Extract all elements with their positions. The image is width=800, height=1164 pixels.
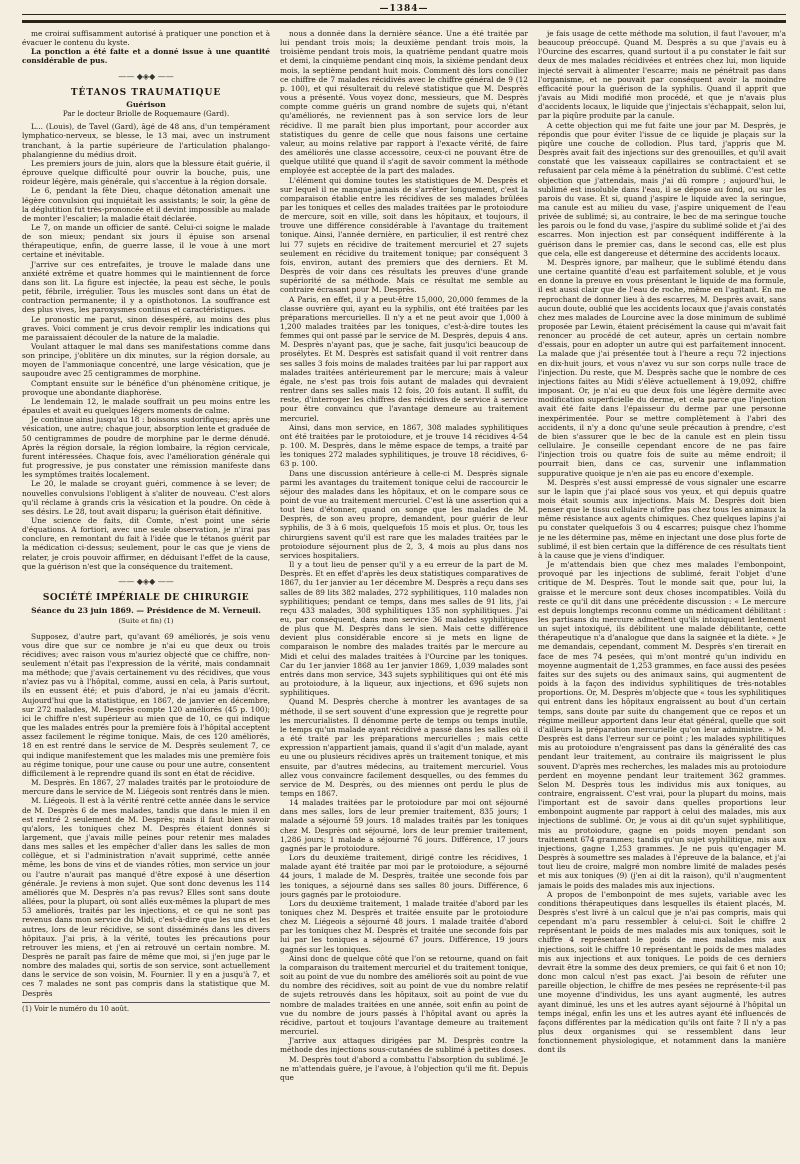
article-byline: Par le docteur Briolle de Roquemaure (Gard). bbox=[62, 109, 230, 119]
paragraph: J'arrive aux attaques dirigées par M. Desprès contre la méthode des injections sous-cutanées de sublimé à petites doses. bbox=[280, 1036, 528, 1055]
paragraph: Le pronostic me parut, sinon désespéré, au moins des plus graves. Voici comment je crus devoir remplir les indications qui me paraissaient découler de la nature de la maladie. bbox=[22, 314, 270, 342]
paragraph: nous a donnée dans la dernière séance. Une a été traitée par lui pendant trois mois; la deuxième pendant trois mois, la troisième pendant trois mois, la quatrième pendant quatre mois et demi, la cinquième pendant cinq mois, la sixième pendant deux mois, la septième pendant huit mois. Comment dès lors concilier ce chiffre de 7 malades récidivés avec le chiffre général de 9 (12 p. 100), et qui résulterait du relevé statistique que M. Desprès vous a présenté. Vous voyez donc, messieurs, que M. Desprès compte comme guéris un grand nombre de sujets qui, n'étant qu'améliorés, ne reviennent pas à son service lors de leur récidive. Il me paraît bien plus important, pour accorder aux statistiques du genre de celle que nous faisons une certaine valeur, au moins relative par rapport à l'exacte vérité, de faire des améliorés une classe accessoire, ceux-ci ne pouvant être de quelque utilité que quand il s'agit de savoir comment la méthode employée est acceptée de la part des malades. bbox=[280, 29, 528, 176]
footnote: (1) Voir le numéro du 10 août. bbox=[22, 1002, 270, 1014]
paragraph: 14 malades traitées par le protoiodure par moi ont séjourné dans mes salles, lors de leur premier traitement, 835 jours; 1 malade a séjourné 59 jours. 18 malades traités par les toniques chez M. Desprès ont séjourné, lors de leur premier traitement, 1,286 jours; 1 malade a séjourné 76 jours. Différence, 17 jours gagnés par le protoiodure. bbox=[280, 798, 528, 853]
paragraph: M. Desprès ignore, par malheur, que le sublimé étendu dans une certaine quantité d'eau est parfaitement soluble, et je vous en donne la preuve en vous présentant le liquide de ma formule, il est aussi clair que de l'eau de roche, même en l'agitant. En me reprochant de donner lieu à des escarres, M. Desprès avait, sans aucun doute, oublié que les accidents locaux que j'avais constatés chez mes malades de Lourcine avec la dose minimum de sublimé proposée par Lewin, étaient précisément la cause qui m'avait fait renoncer au procédé de cet auteur, après un certain nombre d'essais, pour en adopter un autre qui est parfaitement innocent. La malade que j'ai présentée tout à l'heure a reçu 72 injections en dix-huit jours, et vous n'avez vu sur son corps nulle trace de l'injection. Du reste, que M. Desprès sache que le nombre de ces injections faites au Midi s'élève actuellement à 19,092, chiffre imposant. Or, je n'ai eu que deux fois une légère dermite avec modification superficielle du derme, et cela parce que l'injection avait été faite dans l'épaisseur du derme par une personne inexpérimentée. Pour se mettre complètement à l'abri des accidents, il n'y a donc qu'une seule précaution à prendre, c'est de bien s'assurer que le bec de la canule est en plein tissu cellulaire. Je conseille cependant encore de ne pas faire l'injection trois ou quatre fois de suite au même endroit; il pourrait bien, dans ce cas, survenir une inflammation suppurative quoique je n'en aie pas eu encore d'exemple. bbox=[538, 257, 786, 478]
paragraph: Je continue ainsi jusqu'au 18 : boissons sudorifiques; après une vésication, une autre; chaque jour, absorption lente et graduée de 50 centigrammes de poudre de morphine par le derme dénudé. Après la région dorsale, la région lombaire, la région cervicale, furent intéressées. Chaque fois, avec l'amélioration générale qui fut progressive, je pus constater une rémission manifeste dans les symptômes traités localement. bbox=[22, 415, 270, 480]
suite-line: (Suite et fin) (1) bbox=[118, 617, 174, 626]
paragraph: J'arrive sur ces entrefaites, je trouve le malade dans une anxiété extrême et quatre hommes qui le maintiennent de force dans son lit. La figure est injectée, la peau est sèche, le pouls petit, fébrile, irrégulier. Tous les muscles sont dans un état de contraction permanente; il y a opisthotonos. La souffrance est des plus vives, les paroxysmes continus et caractéristiques. bbox=[22, 259, 270, 315]
article-title-tetanos: TÉTANOS TRAUMATIQUE bbox=[70, 87, 222, 98]
paragraph: Les premiers jours de juin, alors que la blessure était guérie, il éprouve quelque difficulté pour ouvrir la bouche, puis, une roideur légère, mais générale, qui s'accentue à la région dorsale. bbox=[22, 158, 270, 187]
ornament-separator: —— ◆◈◆ —— bbox=[118, 71, 174, 81]
paragraph: Supposez, d'autre part, qu'avant 69 améliorés, je sois venu vous dire que sur ce nombre je n'ai eu que deux ou trois récidives; avec raison vous m'auriez objecté que ce chiffre, non-seulement n'était pas l'expression de la vérité, mais condamnait ma méthode; que j'avais certainement vu des récidives, que vous n'aviez pas vu à l'hôpital, comme, aussi en cela, à Paris surtout, ils en eussent été; et puis d'abord, je n'ai eu jamais d'écrit. Aujourd'hui que la statistique, en 1867, de janvier en décembre, sur 272 malades, M. Desprès compte 120 améliorés (45 p. 100); ici le chiffre n'est supérieur au mien que de 10, ce qui indique que les malades entrés pour la première fois à l'hôpital acceptent assez facilement le régime tonique. Mais, de ces 120 améliorés, 18 en est rentré dans le service de M. Desprès seulement 7, ce qui indique manifestement que les malades mis une première fois au régime tonique, pour une cause ou pour une autre, consentent difficilement à le reprendre quand ils sont en état de récidive. bbox=[22, 631, 270, 778]
paragraph: Quand M. Desprès cherche à montrer les avantages de sa méthode, il se sert souvent d'une expression que je regrette pour les mercurialistes. Il dénomme perte de temps ou temps inutile, le temps qu'un malade ayant récidivé a passé dans les salles où il a été traité par les préparations mercurielles ; mais cette expression n'appartient jamais, quand il s'agit d'un malade, ayant eu une ou plusieurs récidives après un traitement tonique, et mis ensuite, par d'autres médecins, au traitement mercuriel. Vous allez vous convaincre facilement desquelles, ou des femmes du service de M. Desprès, ou des miennes ont perdu le plus de temps en 1867. bbox=[280, 697, 528, 798]
paragraph: Ainsi, dans mon service, en 1867, 308 malades syphilitiques ont été traitées par le protoiodure, et je trouve 14 récidives 4-54 p. 100. M. Desprès, dans le même espace de temps, a traité par les toniques 272 malades syphilitiques, je trouve 18 récidives, 6-63 p. 100. bbox=[280, 422, 528, 469]
paragraph: M. Desprès s'est aussi empressé de vous signaler une escarre sur le lapin que j'ai placé sous vos yeux, et qui depuis quatre mois était soumis aux injections. Mais M. Desprès doit bien penser que le tissu cellulaire n'offre pas chez tous les animaux la même résistance aux agents chimiques. Chez quelques lapins j'ai pu constater quelquefois 3 ou 4 escarres; puisque chez l'homme je ne les détermine pas, même en injectant une dose plus forte de sublimé, il est bien certain que la différence de ces résultats tient à la cause que je viens d'indiquer. bbox=[538, 477, 786, 560]
header-rule bbox=[22, 14, 786, 23]
column-middle bbox=[280, 29, 528, 1159]
paragraph: M. Desprès tout d'abord a combattu l'absorption du sublimé. Je ne m'attendais guère, je l'avoue, à l'objection qu'il me fit. Depuis que bbox=[280, 1054, 528, 1082]
article-body-societe bbox=[22, 632, 270, 998]
paragraph: L... (Louis), de Tavel (Gard), âgé de 48 ans, d'un tempérament lymphatico-nerveux, se blesse, le 13 mai, avec un instrument tranchant, à la partie supérieure de l'articulation phalango-phalangienne du médius droit. bbox=[22, 122, 270, 159]
intro-paragraph: me croirai suffisamment autorisé à pratiquer une ponction et à évacuer le contenu du kyste. bbox=[22, 29, 270, 48]
intro-paragraph-bold: La ponction a été faite et a donné issue à une quantité considérable de pus. bbox=[22, 47, 270, 66]
article-title-societe: SOCIÉTÉ IMPÉRIALE DE CHIRURGIE bbox=[42, 593, 250, 604]
column-right bbox=[538, 29, 786, 1159]
article-body-tetanos bbox=[22, 122, 270, 571]
paragraph: Le lendemain 12, le malade souffrait un peu moins entre les épaules et avait eu quelques légers moments de calme. bbox=[22, 396, 270, 416]
paragraph: Comptant ensuite sur le bénéfice d'un phénomène critique, je provoque une abondante diaphorèse. bbox=[22, 378, 270, 397]
paragraph: Dans une discussion antérieure à celle-ci M. Desprès signale parmi les avantages du traitement tonique celui de raccourcir le séjour des malades dans les hôpitaux, et on le compare sous ce point de vue au traitement mercuriel. C'est là une assertion qui a tout lieu d'étonner, quand on songe que les malades de M. Desprès, de son aveu propre, demandent, pour guérir de leur syphilis, de 3 à 6 mois, quelquefois 15 mois et plus. Or, tous les chirurgiens savent qu'il est rare que les malades traitées par le protoiodure séjournent plus de 2, 3, 4 mois au plus dans nos services hospitaliers. bbox=[280, 468, 528, 560]
paragraph: Lors du deuxième traitement, dirigé contre les récidives, 1 malade ayant été traitée par moi par le protoiodure, a séjourné 44 jours, 1 malade de M. Desprès, traitée une seconde fois par les toniques, a séjourné dans ses salles 80 jours. Différence, 6 jours gagnés par le protoiodure. bbox=[280, 853, 528, 899]
paragraph: M. Liégeois. Il est à la vérité rentré cette année dans le service de M. Desprès 6 de mes malades, tandis que dans le mien il en est rentré 2 seulement de M. Desprès; mais il faut bien savoir qu'alors, les toniques chez M. Desprès étaient donnés si largement, que j'avais mille peines pour retenir mes malades dans mes salles et les empêcher d'aller dans les salles de mon collègue, et si l'administration n'avait supprimé, cette année même, les bons de vins et de viandes rôties, mon service un jour ou l'autre n'aurait pas manqué d'être exposé à une désertion générale. Je reviens à mon sujet. Que sont donc devenus les 114 améliorés que M. Desprès n'a pas revus? Elles sont sans doute allées, pour la plupart, où sont allés eux-mêmes la plupart de mes 53 améliorés, traités par les injections, et ce qui ne sont pas revenus dans mon service du Midi, c'est-à-dire que les uns et les autres, lors de leur récidive, se sont disséminés dans les divers hôpitaux. J'ai pris, à la vérité, toutes les précautions pour retrouver les miens, et j'en ai retrouvé un certain nombre. M. Desprès ne paraît pas faire de même que moi, si j'en juge par le nombre des malades qui, sortis de son service, sont actuellement dans le service de son voisin, M. Fournier. Il y en a jusqu'à 7, et ces 7 malades ne sont pas compris dans la statistique que M. Desprès bbox=[22, 796, 270, 998]
page-number: —1384— bbox=[379, 4, 429, 14]
column-left bbox=[22, 29, 270, 1159]
paragraph: Le 6, pendant la fête Dieu, chaque détonation amenait une légère convulsion qui inquiétait les assistants; le soir, la gêne de la déglutition fut très-prononcée et il devint impossible au malade de monter l'escalier; la maladie était déclarée. bbox=[22, 186, 270, 223]
paragraph: A propos de l'embonpoint de mes sujets, variable avec les conditions thérapeutiques dans lesquelles ils étaient placés, M. Desprès s'est livré à un calcul que je n'ai pas compris, mais qui cependant m'a paru ressembler à celui-ci. Soit le chiffre 2 représentant le poids de mes malades mis aux toniques, soit le chiffre 4 représentant le poids de mes malades mis aux injections, soit le chiffre 10 représentant le poids de mes malades mis aux injections et aux toniques. Le poids de ces derniers devrait être la somme des deux premiers, ce qui fait 6 et non 10; donc mon calcul n'est pas exact. J'ai besoin de réfuter une pareille objection, le chiffre de mes pesées ne représente-t-il pas une moyenne d'individus, les uns ayant augmenté, les autres ayant diminué, les uns et les autres ayant séjourné à l'hôpital un temps inégal, enfin les uns et les autres ayant été influencés de façons différentes par la médication qu'ils ont faite ? Il n'y a pas plus deux organismes qui se ressemblent dans leur fonctionnement physiologique, et notamment dans la manière dont ils bbox=[538, 889, 786, 1055]
article-subtitle: Guérison bbox=[126, 99, 166, 109]
paragraph: Voulant attaquer le mal dans ses manifestations comme dans son principe, j'oblitère un dix minutes, sur la région dorsale, au moyen de l'ammoniaque concentré, une large vésication, que je saupoudre avec 25 centigrammes de morphine. bbox=[22, 342, 270, 379]
paragraph: M. Desprès. En 1867, 27 malades traités par le protoiodure de mercure dans le service de M. Liégeois sont rentrés dans le mien. bbox=[22, 778, 270, 797]
paragraph: L'élément qui domine toutes les statistiques de M. Desprès et sur lequel il ne manque jamais de s'arrêter longuement, c'est la comparaison établie entre les récidives de ses malades brûlées par les toniques et celles des malades traitées par le protoiodure de mercure, soit en ville, soit dans les hôpitaux, et toujours, il trouve une différence considérable à l'avantage du traitement tonique. Ainsi, l'année dernière, en particulier, il est rentré chez lui 77 sujets en récidive de traitement mercuriel et 27 sujets seulement en récidive du traitement tonique; par conséquent 3 fois, environ, autant des premiers que des derniers. Et M. Desprès de voir dans ces résultats les preuves d'une grande supériorité de sa méthode. Mais ce résultat me semble au contraire écrasant pour M. Desprès. bbox=[280, 175, 528, 295]
paragraph: Il y a tout lieu de penser qu'il y a eu erreur de la part de M. Desprès. Et en effet d'après les deux statistiques comparatives de 1867, du 1er janvier au 1er décembre M. Desprès a reçu dans ses salles de 89 lits 382 malades, 272 syphilitiques, 110 malades non syphilitiques; pendant ce temps, dans mes salles de 91 lits, j'ai reçu 433 malades, 308 syphilitiques 135 non syphilitiques. J'ai eu, par conséquent, dans mon service 36 malades syphilitiques de plus que M. Desprès dans le sien. Mais cette différence devient plus considérable encore si je mets en ligne de comparaison le nombre des malades traités par le mercure au Midi et celui des malades traitées à l'Ourcine par les toniques. Car du 1er janvier 1868 au 1er janvier 1869, 1,039 malades sont entrés dans mon service, 343 sujets syphilitiques qui ont été mis au protoiodure, à la liqueur, aux injections, et 696 sujets non syphilitiques. bbox=[280, 560, 528, 698]
columns bbox=[22, 29, 786, 1159]
paragraph: Une science de faits, dit Comte, n'est point une série d'équations. A fortiori, avec une seule observation, je n'irai pas conclure, en remontant du fait à l'idée que le tétanos guérit par la médication ci-dessus; seulement, pour le cas que je viens de relater, je crois pouvoir affirmer, en déduisant l'effet de la cause, que la guérison n'est que la conséquence du traitement. bbox=[22, 515, 270, 571]
paragraph: A cette objection qui me fut faite une jour par M. Desprès, je répondis que pour éviter l'issue de ce liquide je plaçais sur la piqûre une couche de collodion. Plus tard, j'appris que M. Desprès avait fait des injections sur des grenouilles, et qu'il avait constaté que les vaisseaux capillaires se contractaient et se refusaient par cela même à la pénétration du sublimé. C'est cette objection que j'attendais, mais j'ai dû rompre ; aujourd'hui, le sublimé est insoluble dans l'eau, il se dépose au fond, ou sur les parois du vase. Et si, quand j'aspire le liquide avec la seringue, ma canule est au milieu du vase, j'aspire uniquement de l'eau privée de sublimé; si, au contraire, le bec de ma seringue touche les parois ou le fond du vase, j'aspire du sublimé solide et j'ai des escarres. Mon injection est par conséquent indifférente à la guérison dans le premier cas, dans le second cas, elle est plus que cela, elle est dangereuse et détermine des accidents locaux. bbox=[538, 120, 786, 258]
paragraph: A Paris, en effet, il y a peut-être 15,000, 20,000 femmes de la classe ouvrière qui, ayant eu la syphilis, ont été traitées par les préparations mercurielles. Il n'y a et ne peut avoir que 1,000 à 1,200 malades traitées par les toniques, c'est-à-dire toutes les femmes qui ont passé par le service de M. Desprès, depuis 4 ans. M. Desprès n'ayant pas, que je sache, fait jusqu'ici beaucoup de prosélytes. Et M. Desprès est satisfait quand il voit rentrer dans ses salles 3 fois moins de malades traitées par lui par rapport aux malades traitées antérieurement par le mercure; mais à valeur égale, ne s'est pas trois fois autant de malades qui devraient rentrer dans ses salles mais 12 fois, 20 fois autant. Il suffit, du reste, d'interroger les chiffres des récidives de service à service pour être convaincu que l'avantage demeure au traitement mercuriel. bbox=[280, 294, 528, 423]
paragraph: Lors du deuxième traitement, 1 malade traitée d'abord par les toniques chez M. Desprès et traitée ensuite par le protoiodure chez M. Liégeois a séjourné 48 jours. 1 malade traitée d'abord par les toniques chez M. Desprès et traitée une seconde fois par lui par les toniques a séjourné 67 jours. Différence, 19 jours gagnés sur les toniques. bbox=[280, 898, 528, 954]
session-line: Séance du 23 juin 1869. — Présidence de M. Verneuil. bbox=[31, 606, 261, 616]
paragraph: Ainsi donc de quelque côté que l'on se retourne, quand on fait la comparaison du traitement mercuriel et du traitement tonique, soit au point de vue du nombre des améliorés soit au point de vue du nombre des récidives, soit au point de vue du nombre relatif de sujets retrouvés dans les hôpitaux, soit au point de vue du nombre de malades traitées en une année, soit enfin au point de vue du nombre de jours passés à l'hôpital avant ou après la récidive, partout et toujours l'avantage demeure au traitement mercuriel. bbox=[280, 953, 528, 1037]
paragraph: je fais usage de cette méthode ma solution, il faut l'avouer, m'a beaucoup préoccupé. Quand M. Desprès a su que j'avais eu à l'Ourcine des escarres, quand surtout il a pu constater le fait sur deux de mes malades récidivées et entrées chez lui, mon liquide injecté servait à alimenter l'escarre; mais ne pénétrait pas dans l'organisme, et ne pouvait par conséquent avoir la moindre efficacité pour la guérison de la syphilis. Quand il apprit que j'avais au Midi modifié mon procédé, et que je n'avais plus d'accidents locaux, le liquide que j'injectais s'échappait, selon lui, par la piqûre produite par la canule. bbox=[538, 29, 786, 121]
ornament-separator-2: —— ◆◈◆ —— bbox=[118, 576, 174, 586]
paragraph: Je m'attendais bien que chez mes malades l'embonpoint, provoqué par les injections de sublimé, ferait l'objet d'une critique de M. Desprès. Tout le monde sait que, pour lui, la graisse et le mercure sont deux choses incompatibles. Voilà du reste ce qu'il dit dans une précédente discussion : « Le mercure est depuis longtemps reconnu comme un médicament débilitant : les partisans du mercure admettent qu'ils intoxiquent lentement un sujet intoxiqué, ils débilitent une malade débilitante, cette thérapeutique n'a d'analogue que dans la saignée et la diète. » Je me demandais, cependant, comment M. Desprès s'en tirerait en face de mes 74 pesées, qui m'ont montré qu'un individu en moyenne augmentait de 1,253 grammes, en face aussi des pesées faites sur des sujets ou des animaux sains, qui augmentent de poids à la façon des individus syphilitiques de très-notables proportions. Or, M. Desprès m'objecte que « tous les syphilitiques qui entrent dans les hôpitaux engraissent au bout d'un certain temps, sans doute par suite du changement que ce repos et un régime meilleur apportent dans leur état général, quelle que soit d'ailleurs la préparation mercurielle qu'on leur administre. » M. Desprès est dans l'erreur sur ce point ; les malades syphilitiques mis au protoiodure n'engraissent pas dans la généralité des cas pendant leur traitement, au contraire ils maigrissent le plus souvent. D'après mes recherches, les malades mis au protoiodure perdent en moyenne pendant leur traitement 362 grammes. Selon M. Desprès tous les individus mis aux toniques, au contraire, engraissent. C'est vrai, pour la plupart du moins, mais l'important est de savoir dans quelles proportions leur embonpoint augmente par rapport à celui des malades, mis aux injections de sublimé. Or, je vous ai dit qu'un sujet syphilitique, mis au protoiodure, gagne en poids moyen pendant son traitement 674 grammes; tandis qu'un sujet syphilitique, mis aux injections, gagne 1,253 grammes. Je ne puis qu'engager M. Desprès à soumettre ses malades à l'épreuve de la balance, et j'ai tout lieu de croire, malgré mon nombre limité de malades pesés et mis aux toniques (9) (j'en ai dit la raison), qu'il n'augmentent jamais le poids des malades mis aux injections. bbox=[538, 560, 786, 890]
paragraph: Le 7, on mande un officier de santé. Celui-ci soigne le malade de son mieux; pendant six jours il épuise son arsenal thérapeutique, enfin, de guerre lasse, il le voue à une mort certaine et inévitable. bbox=[22, 222, 270, 260]
paragraph: Le 20, le malade se croyant guéri, commence à se lever; de nouvelles convulsions l'obligent à s'aliter de nouveau. C'est alors qu'il réclame à grands cris la vésication et la poudre. On cède à ses désirs. Le 28, tout avait disparu; la guérison était définitive. bbox=[22, 479, 270, 516]
